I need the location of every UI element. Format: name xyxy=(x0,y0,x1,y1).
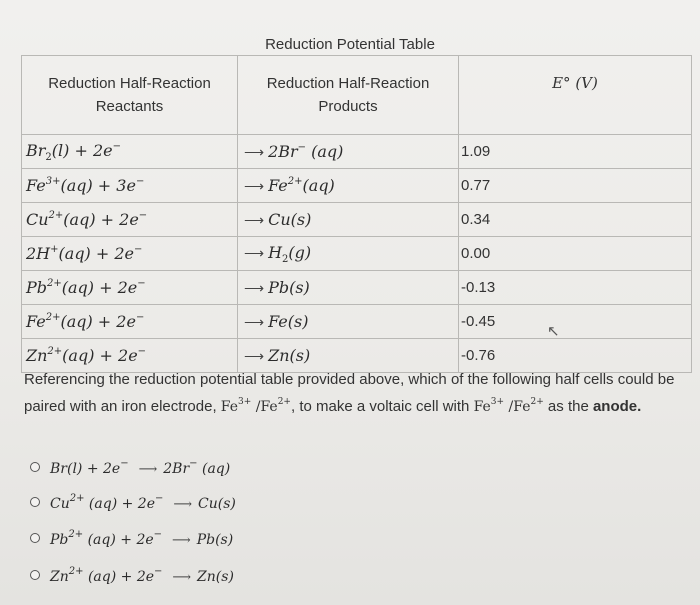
option-reactant-rest: (l) + 2e xyxy=(66,460,121,477)
product-formula xyxy=(268,346,310,365)
reactant-charge: 3+ xyxy=(45,175,61,187)
option-product-rest: (s) xyxy=(215,531,234,548)
reactant-species: Br xyxy=(26,140,46,160)
product-rest: (s) xyxy=(289,277,310,297)
product-cell xyxy=(238,339,459,373)
answer-option[interactable] xyxy=(30,490,236,514)
product-formula xyxy=(268,210,311,229)
option-product-rest: (s) xyxy=(217,495,236,512)
reaction-arrow-icon: ⟶ xyxy=(172,532,191,548)
table-row xyxy=(22,339,692,373)
radio-button[interactable] xyxy=(30,570,40,580)
product-cell xyxy=(238,135,459,169)
question-line2-b: , to make a voltaic cell with xyxy=(290,398,474,415)
option-reactant: Pb xyxy=(50,531,69,548)
answer-option[interactable] xyxy=(30,563,234,587)
product-species: Cu xyxy=(268,209,291,229)
reactant-species: Zn xyxy=(26,345,48,365)
reactant-cell xyxy=(22,339,238,373)
couple-2-sup3: 3+ xyxy=(490,397,505,407)
option-reactant-charge: 2+ xyxy=(68,528,84,540)
option-reactant-charge: 2+ xyxy=(69,492,85,504)
couple-1-sup2: 2+ xyxy=(277,397,291,407)
reactant-charge: + xyxy=(50,243,59,255)
table-row xyxy=(22,237,692,271)
option-reactant: Cu xyxy=(50,495,70,512)
question-line2-a: paired with an iron electrode, xyxy=(24,398,221,415)
electron-charge: − xyxy=(112,140,121,152)
option-product: Pb xyxy=(196,531,216,548)
couple-2-slash: / xyxy=(504,399,514,415)
header-products-line1: Reduction Half-Reaction xyxy=(266,75,430,92)
reactant-species: Fe xyxy=(26,175,46,195)
table-row xyxy=(22,169,692,203)
table-row xyxy=(22,203,692,237)
option-electron-charge: − xyxy=(153,528,163,540)
reactant-rest: (aq) + 2e xyxy=(61,277,138,297)
option-formula xyxy=(50,529,233,548)
product-formula xyxy=(268,278,310,297)
reactant-formula xyxy=(26,210,147,229)
option-product: Cu xyxy=(198,495,218,512)
couple-2 xyxy=(474,399,544,415)
option-reactant-rest: (aq) + 2e xyxy=(84,495,155,512)
product-cell xyxy=(238,237,459,271)
reaction-arrow-icon: ⟶ xyxy=(244,177,265,194)
mouse-cursor-icon: ↖ xyxy=(547,323,560,340)
reactant-cell xyxy=(22,305,238,339)
product-rest: (aq) xyxy=(306,141,344,161)
reactant-rest: (aq) + 2e xyxy=(62,345,138,365)
reactant-formula xyxy=(26,140,121,163)
option-product: Zn xyxy=(197,568,216,585)
reactant-cell xyxy=(22,169,238,203)
reactant-species: 2H xyxy=(26,243,51,263)
potential-value: 0.77 xyxy=(459,169,692,203)
reactant-rest: (aq) + 2e xyxy=(60,311,136,331)
header-reactants-line2: Reactants xyxy=(95,98,164,115)
reactant-formula xyxy=(26,312,144,331)
table-row xyxy=(22,271,692,305)
option-reactant-rest: (aq) + 2e xyxy=(83,531,154,548)
option-reactant-charge: 2+ xyxy=(68,565,84,577)
reduction-potential-table xyxy=(21,55,692,373)
product-charge: 2+ xyxy=(287,175,303,187)
product-rest: (s) xyxy=(290,209,312,229)
reactant-rest: (aq) + 3e xyxy=(60,175,136,195)
couple-2-fe2: Fe xyxy=(513,399,531,415)
product-species: Pb xyxy=(268,277,290,297)
couple-2-fe3: Fe xyxy=(473,399,491,415)
option-electron-charge: − xyxy=(155,492,164,504)
product-subscript: 2 xyxy=(282,253,289,265)
product-charge: − xyxy=(297,141,307,153)
question-line2 xyxy=(24,391,694,418)
option-reactant-rest: (aq) + 2e xyxy=(83,568,155,585)
option-electron-charge: − xyxy=(120,457,129,469)
reaction-arrow-icon: ⟶ xyxy=(244,347,265,364)
radio-button[interactable] xyxy=(30,462,40,472)
reactant-formula xyxy=(26,244,142,263)
option-formula xyxy=(50,458,230,477)
reactant-rest: (l) + 2e xyxy=(51,140,113,160)
reactant-species: Fe xyxy=(26,311,46,331)
product-species: Zn xyxy=(268,345,290,365)
product-cell xyxy=(238,203,459,237)
header-potential xyxy=(459,56,692,135)
reactant-cell xyxy=(22,237,238,271)
option-formula xyxy=(50,493,236,512)
reactant-formula xyxy=(26,278,146,297)
product-species: Fe xyxy=(268,311,288,331)
couple-1-fe2: Fe xyxy=(260,399,278,415)
product-formula xyxy=(268,312,308,331)
reaction-arrow-icon: ⟶ xyxy=(244,244,265,261)
reactant-charge: 2+ xyxy=(45,311,61,323)
option-product-rest: (aq) xyxy=(197,460,231,477)
reactant-rest: (aq) + 2e xyxy=(63,209,139,229)
reactant-charge: 2+ xyxy=(48,209,64,221)
electron-charge: − xyxy=(137,277,146,289)
reaction-arrow-icon: ⟶ xyxy=(244,143,265,160)
potential-value: 1.09 xyxy=(459,135,692,169)
product-formula xyxy=(268,176,335,195)
electron-charge: − xyxy=(135,175,145,187)
option-reactant: Br xyxy=(50,460,67,477)
radio-button[interactable] xyxy=(30,533,40,543)
table-row xyxy=(22,135,692,169)
question-line2-c: as the xyxy=(543,398,593,415)
table-row xyxy=(22,305,692,339)
potential-value: 0.34 xyxy=(459,203,692,237)
couple-1 xyxy=(221,399,291,415)
reactant-subscript: 2 xyxy=(45,151,52,163)
potential-value: -0.13 xyxy=(459,271,692,305)
header-potential-label: E° (V) xyxy=(552,74,598,92)
reactant-species: Pb xyxy=(26,277,48,297)
product-formula xyxy=(268,242,312,265)
option-product-rest: (s) xyxy=(215,568,234,585)
reactant-formula xyxy=(26,176,144,195)
potential-value: -0.45 xyxy=(459,305,692,339)
product-species: Fe xyxy=(268,175,288,195)
table-title: Reduction Potential Table xyxy=(265,36,435,53)
product-species: 2Br xyxy=(268,141,298,161)
potential-value: -0.76 xyxy=(459,339,692,373)
option-product-charge: − xyxy=(189,457,198,469)
option-reactant: Zn xyxy=(50,568,69,585)
table-header-row xyxy=(22,56,692,135)
reactant-cell xyxy=(22,135,238,169)
option-electron-charge: − xyxy=(154,565,163,577)
reaction-arrow-icon: ⟶ xyxy=(172,569,192,585)
anode-word: anode. xyxy=(592,398,642,415)
header-reactants-line1: Reduction Half-Reaction xyxy=(48,75,211,92)
reaction-arrow-icon: ⟶ xyxy=(244,211,265,228)
reaction-arrow-icon: ⟶ xyxy=(173,496,193,512)
product-cell xyxy=(238,305,459,339)
product-formula xyxy=(268,142,343,161)
reactant-species: Cu xyxy=(26,209,49,229)
couple-2-sup2: 2+ xyxy=(530,397,544,407)
product-rest: (s) xyxy=(289,345,311,365)
reactant-cell xyxy=(22,203,238,237)
electron-charge: − xyxy=(134,243,143,255)
product-rest: (s) xyxy=(287,311,309,331)
electron-charge: − xyxy=(137,345,147,357)
answer-option[interactable] xyxy=(30,455,230,479)
product-species: H xyxy=(268,242,283,262)
option-formula xyxy=(50,566,234,585)
reactant-cell xyxy=(22,271,238,305)
reactant-charge: 2+ xyxy=(47,345,63,357)
question-line1: Referencing the reduction potential table provided above, which of the following half cells could be xyxy=(24,371,675,388)
potential-value: 0.00 xyxy=(459,237,692,271)
reactant-charge: 2+ xyxy=(47,277,62,289)
couple-1-fe3: Fe xyxy=(220,399,239,415)
product-rest: (g) xyxy=(288,242,312,262)
product-cell xyxy=(238,271,459,305)
answer-option[interactable] xyxy=(30,526,233,550)
header-products-line2: Products xyxy=(318,98,378,115)
header-products xyxy=(238,56,459,135)
reactant-rest: (aq) + 2e xyxy=(58,243,135,263)
reaction-arrow-icon: ⟶ xyxy=(244,279,265,296)
header-reactants xyxy=(22,56,238,135)
electron-charge: − xyxy=(138,209,148,221)
reactant-formula xyxy=(26,346,146,365)
product-rest: (aq) xyxy=(302,175,335,195)
reaction-arrow-icon: ⟶ xyxy=(138,461,158,477)
question-text xyxy=(24,369,694,418)
radio-button[interactable] xyxy=(30,497,40,507)
product-cell xyxy=(238,169,459,203)
reaction-arrow-icon: ⟶ xyxy=(244,313,265,330)
electron-charge: − xyxy=(135,311,145,323)
couple-1-sup3: 3+ xyxy=(238,397,252,407)
couple-1-slash: / xyxy=(251,399,261,415)
option-product: 2Br xyxy=(163,460,190,477)
